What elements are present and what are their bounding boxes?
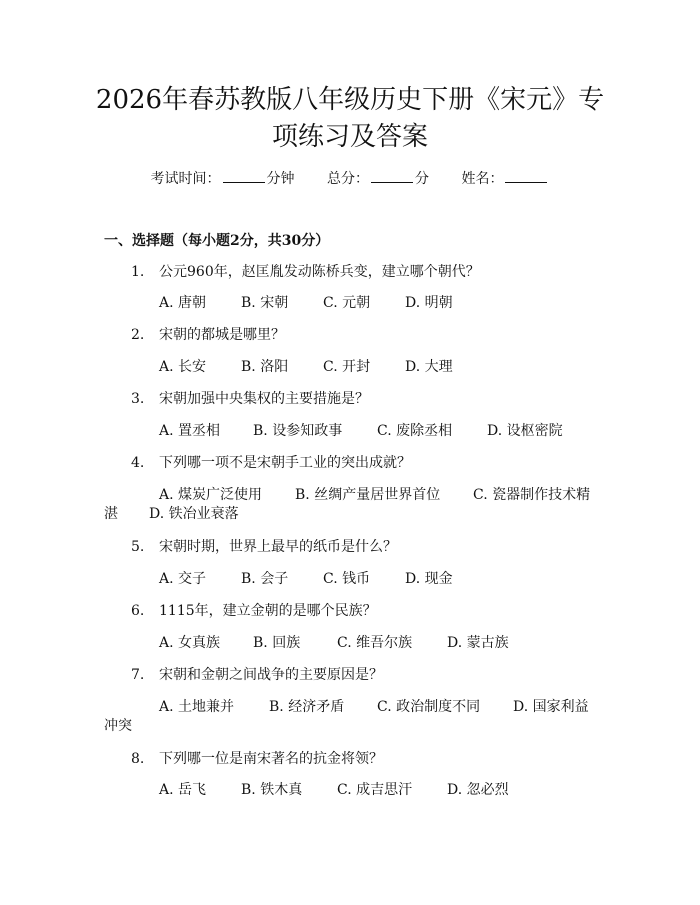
question-stem: 下列哪一位是南宋著名的抗金将领？ xyxy=(159,751,383,767)
option-d: D. 忽必烈 xyxy=(447,782,509,798)
option-c: C. 瓷器制作技术精 xyxy=(473,487,591,503)
option-a: A. 置丞相 xyxy=(159,423,221,439)
total-score-unit: 分 xyxy=(415,171,429,187)
option-c-continuation: 湛 xyxy=(104,506,118,522)
option-c: C. 成吉思汗 xyxy=(337,782,413,798)
option-a: A. 岳飞 xyxy=(159,782,207,798)
option-c: C. 政治制度不同 xyxy=(377,699,481,715)
total-score-field xyxy=(327,168,429,189)
option-c: C. 开封 xyxy=(323,359,371,375)
question-7-options-line-2 xyxy=(104,716,132,736)
student-name-field xyxy=(461,168,549,189)
option-a: A. 煤炭广泛使用 xyxy=(159,487,263,503)
option-d: D. 现金 xyxy=(405,571,453,587)
option-d: D. 铁冶业衰落 xyxy=(149,506,239,522)
exam-meta-row xyxy=(0,168,700,189)
total-score-label: 总分： xyxy=(327,171,369,187)
option-b: B. 经济矛盾 xyxy=(269,699,345,715)
student-name-blank xyxy=(505,168,547,183)
question-number: 2. xyxy=(131,327,145,343)
option-d: D. 大理 xyxy=(405,359,453,375)
option-b: B. 铁木真 xyxy=(241,782,303,798)
option-d: D. 国家利益 xyxy=(513,699,589,715)
question-stem: 宋朝和金朝之间战争的主要原因是？ xyxy=(159,667,383,683)
option-d-continuation: 冲突 xyxy=(104,718,132,734)
question-number: 5. xyxy=(131,539,145,555)
question-stem: 宋朝加强中央集权的主要措施是？ xyxy=(159,391,369,407)
option-d: D. 设枢密院 xyxy=(487,423,563,439)
option-d: D. 明朝 xyxy=(405,295,453,311)
total-score-blank xyxy=(371,168,413,183)
option-b: B. 设参知政事 xyxy=(253,423,343,439)
document-title-line-1: 2026年春苏教版八年级历史下册《宋元》专 xyxy=(95,85,605,115)
question-number: 7. xyxy=(131,667,145,683)
question-number: 4. xyxy=(131,455,145,471)
question-stem: 下列哪一项不是宋朝手工业的突出成就？ xyxy=(159,455,411,471)
option-c: C. 废除丞相 xyxy=(377,423,453,439)
option-b: B. 洛阳 xyxy=(241,359,289,375)
exam-time-unit: 分钟 xyxy=(266,171,295,187)
option-b: B. 丝绸产量居世界首位 xyxy=(295,487,441,503)
exam-time-blank xyxy=(223,168,265,183)
option-a: A. 交子 xyxy=(159,571,207,587)
option-a: A. 女真族 xyxy=(159,635,221,651)
option-c: C. 元朝 xyxy=(323,295,371,311)
option-d: D. 蒙古族 xyxy=(447,635,509,651)
option-b: B. 会子 xyxy=(241,571,289,587)
exam-time-label: 考试时间： xyxy=(150,171,221,187)
option-c: C. 维吾尔族 xyxy=(337,635,413,651)
question-stem: 宋朝时期，世界上最早的纸币是什么？ xyxy=(159,539,397,555)
question-4-options-line-2 xyxy=(104,504,239,524)
option-b: B. 宋朝 xyxy=(241,295,289,311)
question-stem: 1115年，建立金朝的是哪个民族？ xyxy=(159,603,377,619)
option-c: C. 钱币 xyxy=(323,571,371,587)
question-number: 6. xyxy=(131,603,145,619)
section-heading: 一、选择题（每小题2分，共30分） xyxy=(104,233,330,249)
option-a: A. 长安 xyxy=(159,359,207,375)
question-stem: 宋朝的都城是哪里？ xyxy=(159,327,285,343)
document-title-line-2: 项练习及答案 xyxy=(271,122,428,152)
question-stem: 公元960年，赵匡胤发动陈桥兵变，建立哪个朝代？ xyxy=(159,264,480,280)
option-a: A. 唐朝 xyxy=(159,295,207,311)
question-number: 3. xyxy=(131,391,145,407)
question-number: 8. xyxy=(131,751,145,767)
option-a: A. 土地兼并 xyxy=(159,699,235,715)
question-number: 1. xyxy=(131,264,145,280)
exam-time-field xyxy=(151,168,295,189)
student-name-label: 姓名： xyxy=(461,171,504,187)
option-b: B. 回族 xyxy=(253,635,301,651)
